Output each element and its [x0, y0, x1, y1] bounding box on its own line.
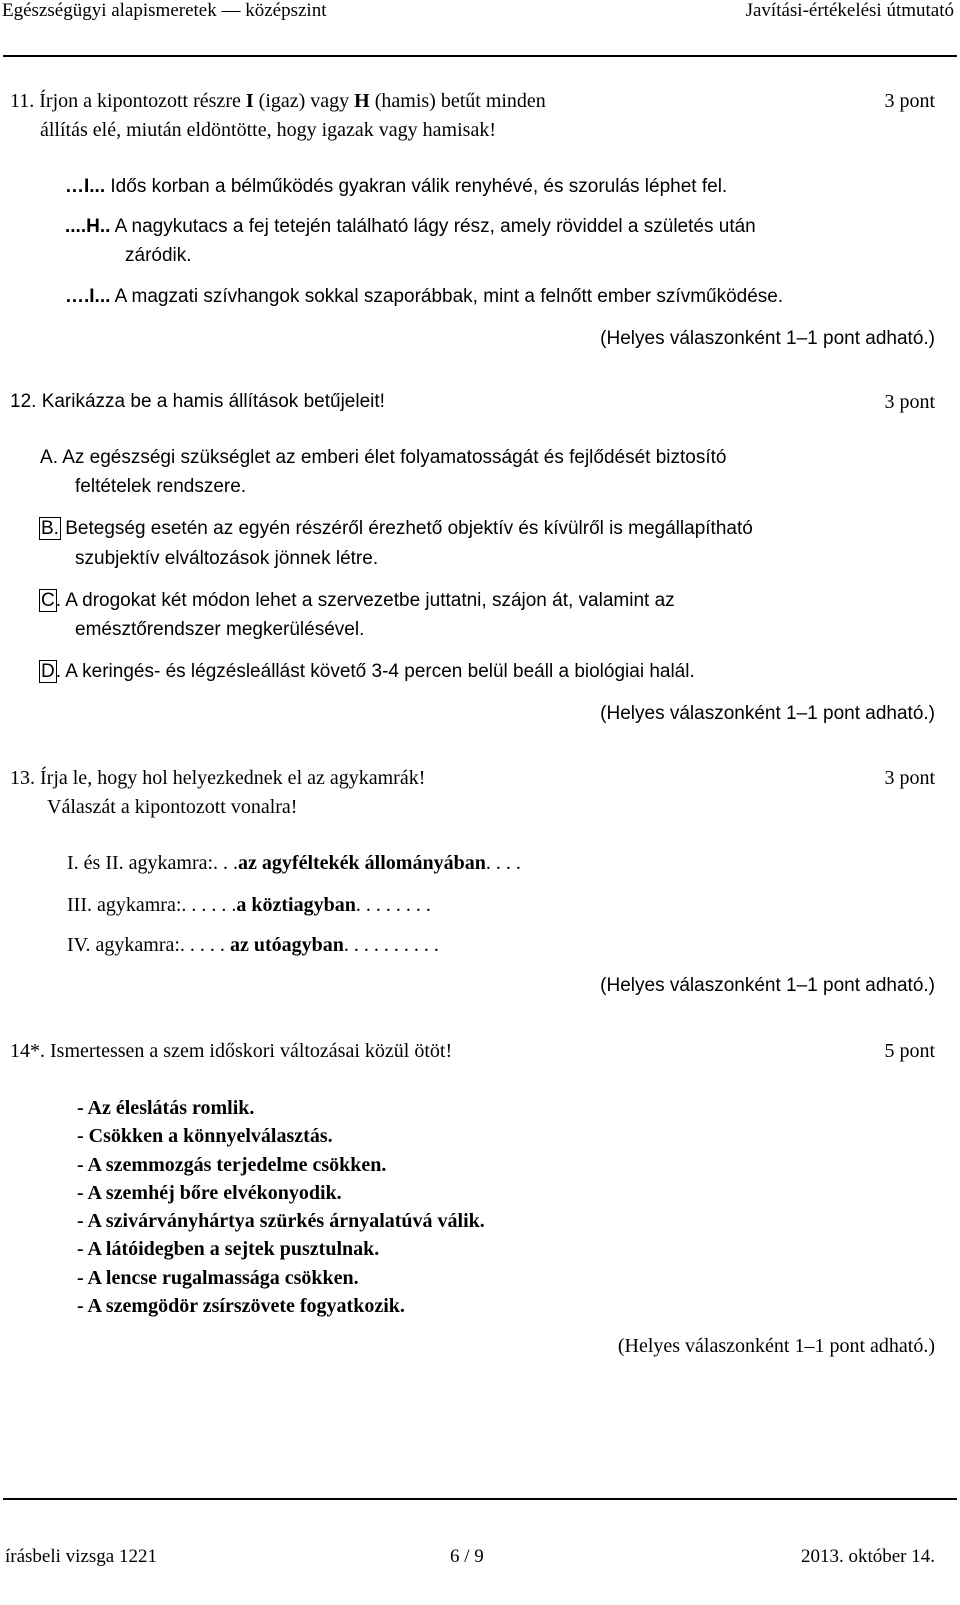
- circled-letter-b: B.: [41, 518, 59, 539]
- q12-points: 3 pont: [884, 391, 935, 413]
- header-rule: [3, 55, 957, 57]
- q11-scoring: (Helyes válaszonként 1–1 pont adható.): [600, 328, 935, 349]
- q13-answer-1: I. és II. agykamra:. . .az agyféltekék állományában. . . .: [67, 852, 521, 874]
- q12-item-c-cont: emésztőrendszer megkerülésével.: [75, 619, 365, 640]
- q11-line1: 11. Írjon a kipontozott részre I (igaz) vagy H (hamis) betűt minden: [10, 90, 546, 112]
- q12-item-d: D. A keringés- és légzésleállást követő 3-4 percen belül beáll a biológiai halál.: [41, 661, 695, 682]
- q13-scoring: (Helyes válaszonként 1–1 pont adható.): [600, 975, 935, 996]
- q11-item-1: …I... Idős korban a bélműködés gyakran válik renyhévé, és szorulás léphet fel.: [65, 176, 728, 197]
- q14-answer: - Csökken a könnyelválasztás.: [77, 1125, 333, 1147]
- header-left: Egészségügyi alapismeretek — középszint: [2, 0, 327, 21]
- q12-item-a-cont: feltételek rendszere.: [75, 476, 247, 497]
- q11-item-2: ....H.. A nagykutacs a fej tetején található lágy rész, amely röviddel a születés után: [65, 216, 756, 237]
- circled-letter-d: D: [41, 661, 55, 682]
- q13-line1: 13. Írja le, hogy hol helyezkednek el az agykamrák!: [10, 767, 426, 789]
- footer-left: írásbeli vizsga 1221: [5, 1546, 157, 1567]
- q12-item-a: A. Az egészségi szükséglet az emberi élet folyamatosságát és fejlődését biztosító: [40, 447, 727, 468]
- q12-item-c: C. A drogokat két módon lehet a szervezetbe juttatni, szájon át, valamint az: [41, 590, 675, 611]
- q12-item-b-cont: szubjektív elváltozások jönnek létre.: [75, 548, 379, 569]
- footer-date: 2013. október 14.: [800, 1546, 935, 1567]
- q14-title: 14*. Ismertessen a szem időskori változásai közül ötöt!: [10, 1040, 453, 1062]
- header-right: Javítási-értékelési útmutató: [745, 0, 954, 21]
- q11-item-2-cont: záródik.: [125, 245, 192, 266]
- circled-letter-c: C: [41, 590, 55, 611]
- q14-answer: - A látóidegben a sejtek pusztulnak.: [77, 1238, 380, 1260]
- q12-item-b: B. Betegség esetén az egyén részéről érezhető objektív és kívülről is megállapítható: [41, 518, 753, 539]
- q14-scoring: (Helyes válaszonként 1–1 pont adható.): [617, 1335, 935, 1357]
- footer-rule: [3, 1498, 957, 1500]
- q13-answer-3: IV. agykamra:. . . . . az utóagyban. . . . . . . . . .: [67, 934, 439, 956]
- q12-title: 12. Karikázza be a hamis állítások betűjeleit!: [10, 391, 385, 412]
- q13-line2: Válaszát a kipontozott vonalra!: [47, 796, 298, 818]
- q14-points: 5 pont: [884, 1040, 935, 1062]
- q12-scoring: (Helyes válaszonként 1–1 pont adható.): [600, 703, 935, 724]
- q13-answer-2: III. agykamra:. . . . . .a köztiagyban. . . . . . . .: [67, 894, 431, 916]
- q14-answer: - Az éleslátás romlik.: [77, 1097, 255, 1119]
- q14-answer: - A szemmozgás terjedelme csökken.: [77, 1154, 387, 1176]
- q14-answer: - A szivárványhártya szürkés árnyalatúvá válik.: [77, 1210, 485, 1232]
- q14-answer: - A lencse rugalmassága csökken.: [77, 1267, 359, 1289]
- q11-line2: állítás elé, miután eldöntötte, hogy igazak vagy hamisak!: [40, 119, 496, 141]
- page-number: 6 / 9: [450, 1546, 484, 1567]
- q14-answer: - A szemhéj bőre elvékonyodik.: [77, 1182, 342, 1204]
- q11-item-3: ….I... A magzati szívhangok sokkal szaporábbak, mint a felnőtt ember szívműködése.: [65, 286, 784, 307]
- q11-points: 3 pont: [884, 90, 935, 112]
- q14-answer: - A szemgödör zsírszövete fogyatkozik.: [77, 1295, 405, 1317]
- q13-points: 3 pont: [884, 767, 935, 789]
